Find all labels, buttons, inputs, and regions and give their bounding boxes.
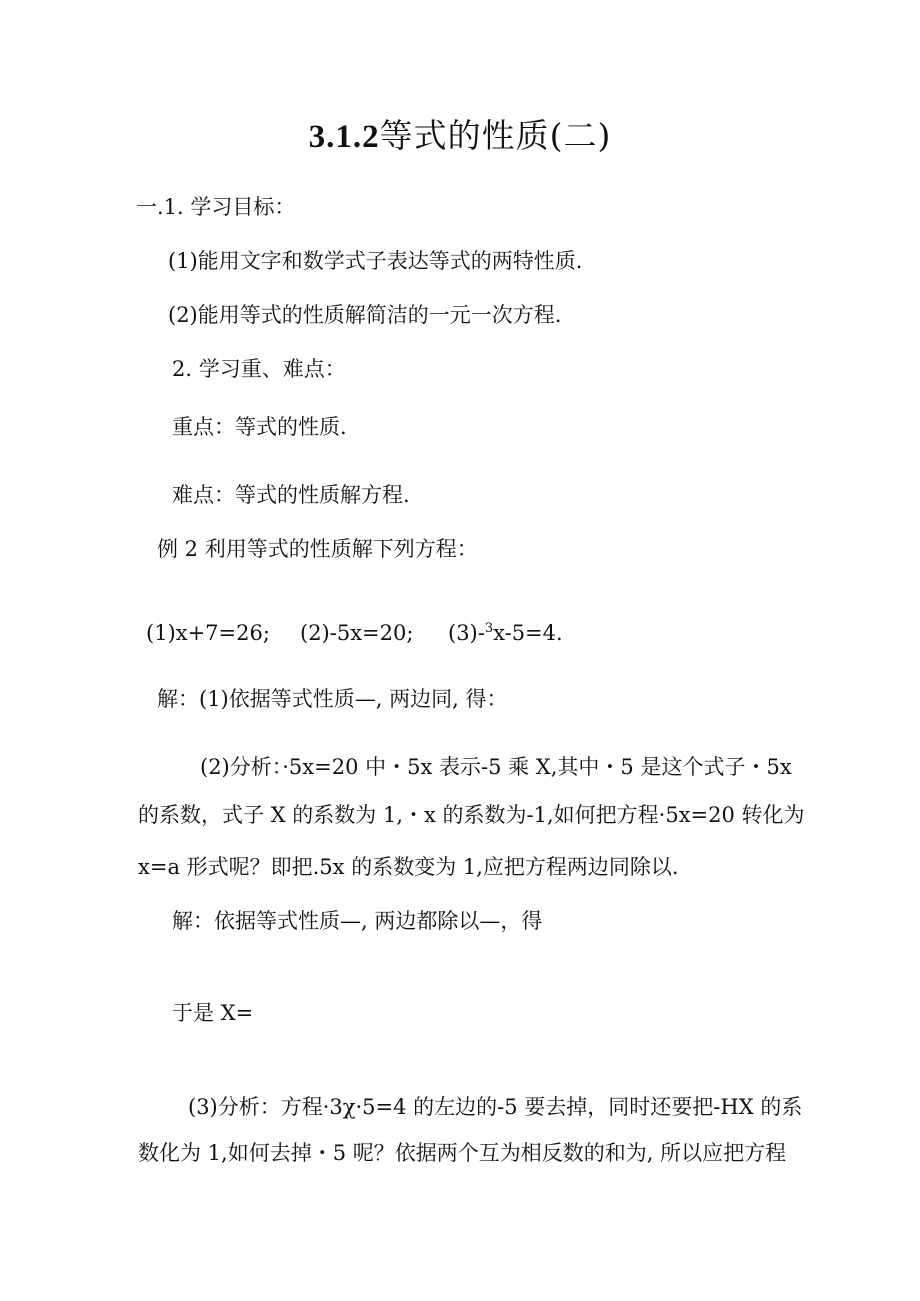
equation-3-suffix: x-5=4.: [493, 621, 563, 645]
equation-1: (1)x+7=26;: [146, 621, 270, 645]
key-point-difficulty: 难点：等式的性质解方程.: [172, 483, 410, 507]
analysis-2-line-1: (2)分析：·5x=20 中・5x 表示-5 乘 X,其中・5 是这个式子・5x: [200, 755, 792, 779]
objective-item-2: (2)能用等式的性质解简洁的一元一次方程.: [168, 303, 562, 327]
title-number: 3.1.2: [308, 119, 380, 155]
solution-2-result: 于是 X=: [172, 1001, 254, 1025]
analysis-3-line-1: (3)分析：方程·3χ·5=4 的左边的-5 要去掉，同时还要把-HX 的系: [188, 1095, 803, 1119]
objectives-heading: 一.1. 学习目标：: [136, 195, 296, 219]
equation-3-superscript: 3: [484, 621, 494, 636]
solution-2: 解：依据等式性质—, 两边都除以—，得: [172, 909, 543, 933]
example-heading: 例 2 利用等式的性质解下列方程：: [157, 537, 478, 561]
equation-3: [448, 618, 563, 648]
title-text: 等式的性质(二): [379, 116, 612, 155]
equation-3-prefix: (3)-: [448, 621, 485, 645]
analysis-2-line-2: 的系数，式子 X 的系数为 1,・x 的系数为-1,如何把方程·5x=20 转化为: [138, 803, 805, 827]
solution-1: 解：(1)依据等式性质—, 两边同, 得：: [157, 687, 508, 711]
analysis-3-line-2: 数化为 1,如何去掉・5 呢？依据两个互为相反数的和为, 所以应把方程: [138, 1141, 787, 1165]
objective-item-1: (1)能用文字和数学式子表达等式的两特性质.: [168, 249, 583, 273]
equation-2: (2)-5x=20;: [300, 621, 414, 645]
key-points-heading: 2. 学习重、难点：: [172, 357, 346, 381]
key-point-focus: 重点：等式的性质.: [172, 415, 347, 439]
page-title: [0, 112, 920, 161]
analysis-2-line-3: x=a 形式呢？即把.5x 的系数变为 1,应把方程两边同除以.: [138, 855, 679, 879]
